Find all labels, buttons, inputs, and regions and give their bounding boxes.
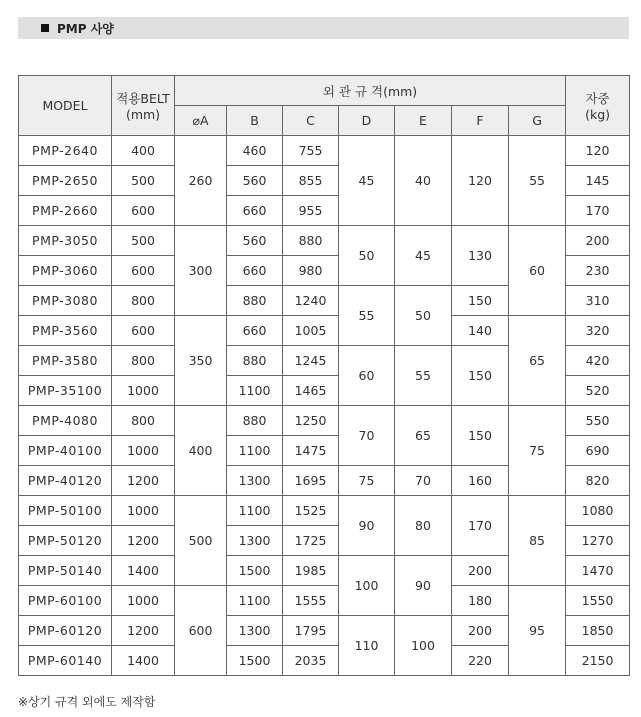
- cell-weight: 170: [566, 196, 630, 226]
- table-row: [19, 586, 630, 616]
- cell-model: PMP-2640: [19, 136, 112, 166]
- cell-c: 755: [283, 136, 339, 166]
- table-row: [19, 316, 630, 346]
- cell-model: PMP-35100: [19, 376, 112, 406]
- cell-belt: 1200: [112, 616, 175, 646]
- cell-b: 660: [227, 256, 283, 286]
- cell-c: 1250: [283, 406, 339, 436]
- cell-model: PMP-60140: [19, 646, 112, 676]
- cell-belt: 600: [112, 316, 175, 346]
- cell-weight: 320: [566, 316, 630, 346]
- cell-e: 65: [395, 406, 452, 466]
- cell-belt: 1200: [112, 466, 175, 496]
- cell-f: 200: [452, 616, 509, 646]
- cell-belt: 1400: [112, 646, 175, 676]
- header-b: B: [227, 106, 283, 136]
- cell-belt: 500: [112, 226, 175, 256]
- cell-b: 460: [227, 136, 283, 166]
- header-weight-label: 자중: [585, 91, 610, 106]
- cell-weight: 2150: [566, 646, 630, 676]
- cell-e: 45: [395, 226, 452, 286]
- cell-model: PMP-40120: [19, 466, 112, 496]
- cell-f: 150: [452, 406, 509, 466]
- cell-c: 1795: [283, 616, 339, 646]
- cell-model: PMP-3560: [19, 316, 112, 346]
- cell-c: 1555: [283, 586, 339, 616]
- cell-d: 45: [339, 136, 395, 226]
- cell-c: 2035: [283, 646, 339, 676]
- cell-e: 55: [395, 346, 452, 406]
- cell-d: 50: [339, 226, 395, 286]
- cell-model: PMP-50140: [19, 556, 112, 586]
- cell-b: 880: [227, 346, 283, 376]
- cell-a: 400: [175, 406, 227, 496]
- header-weight: [566, 76, 630, 136]
- cell-a: 500: [175, 496, 227, 586]
- cell-f: 150: [452, 286, 509, 316]
- cell-a: 260: [175, 136, 227, 226]
- cell-belt: 600: [112, 256, 175, 286]
- cell-d: 70: [339, 406, 395, 466]
- cell-model: PMP-2660: [19, 196, 112, 226]
- cell-weight: 820: [566, 466, 630, 496]
- cell-c: 1695: [283, 466, 339, 496]
- cell-b: 1500: [227, 556, 283, 586]
- cell-belt: 800: [112, 286, 175, 316]
- cell-b: 560: [227, 166, 283, 196]
- cell-c: 1475: [283, 436, 339, 466]
- cell-model: PMP-4080: [19, 406, 112, 436]
- cell-b: 1100: [227, 496, 283, 526]
- cell-model: PMP-60100: [19, 586, 112, 616]
- cell-d: 55: [339, 286, 395, 346]
- cell-e: 100: [395, 616, 452, 676]
- cell-d: 100: [339, 556, 395, 616]
- cell-b: 1100: [227, 436, 283, 466]
- cell-g: 95: [509, 586, 566, 676]
- cell-f: 220: [452, 646, 509, 676]
- cell-g: 85: [509, 496, 566, 586]
- cell-f: 180: [452, 586, 509, 616]
- cell-model: PMP-2650: [19, 166, 112, 196]
- cell-belt: 600: [112, 196, 175, 226]
- cell-b: 880: [227, 286, 283, 316]
- cell-model: PMP-40100: [19, 436, 112, 466]
- cell-c: 1245: [283, 346, 339, 376]
- footer-note: ※상기 규격 외에도 제작함: [18, 695, 156, 709]
- cell-belt: 1000: [112, 496, 175, 526]
- cell-weight: 200: [566, 226, 630, 256]
- cell-belt: 1000: [112, 436, 175, 466]
- cell-belt: 800: [112, 406, 175, 436]
- cell-d: 75: [339, 466, 395, 496]
- cell-d: 110: [339, 616, 395, 676]
- cell-c: 955: [283, 196, 339, 226]
- cell-b: 1300: [227, 466, 283, 496]
- cell-e: 70: [395, 466, 452, 496]
- cell-weight: 550: [566, 406, 630, 436]
- cell-weight: 420: [566, 346, 630, 376]
- cell-weight: 1470: [566, 556, 630, 586]
- cell-f: 140: [452, 316, 509, 346]
- cell-belt: 1400: [112, 556, 175, 586]
- cell-b: 560: [227, 226, 283, 256]
- cell-b: 1100: [227, 586, 283, 616]
- cell-c: 1725: [283, 526, 339, 556]
- cell-f: 130: [452, 226, 509, 286]
- cell-b: 1300: [227, 616, 283, 646]
- cell-d: 90: [339, 496, 395, 556]
- header-g: G: [509, 106, 566, 136]
- cell-belt: 500: [112, 166, 175, 196]
- cell-belt: 800: [112, 346, 175, 376]
- cell-model: PMP-50100: [19, 496, 112, 526]
- cell-weight: 230: [566, 256, 630, 286]
- cell-c: 1525: [283, 496, 339, 526]
- cell-weight: 690: [566, 436, 630, 466]
- cell-e: 90: [395, 556, 452, 616]
- header-dimensions: 외 관 규 격(mm): [175, 76, 566, 106]
- cell-weight: 310: [566, 286, 630, 316]
- cell-e: 80: [395, 496, 452, 556]
- cell-b: 880: [227, 406, 283, 436]
- cell-weight: 520: [566, 376, 630, 406]
- cell-model: PMP-3050: [19, 226, 112, 256]
- cell-a: 600: [175, 586, 227, 676]
- cell-c: 1005: [283, 316, 339, 346]
- cell-b: 660: [227, 196, 283, 226]
- cell-f: 150: [452, 346, 509, 406]
- cell-weight: 120: [566, 136, 630, 166]
- header-a: ⌀A: [175, 106, 227, 136]
- cell-f: 200: [452, 556, 509, 586]
- section-title: PMP 사양: [57, 22, 114, 36]
- cell-g: 60: [509, 226, 566, 316]
- table-row: [19, 226, 630, 256]
- table-row: [19, 406, 630, 436]
- header-model: MODEL: [19, 76, 112, 136]
- cell-d: 60: [339, 346, 395, 406]
- header-f: F: [452, 106, 509, 136]
- cell-weight: 1850: [566, 616, 630, 646]
- cell-c: 1985: [283, 556, 339, 586]
- cell-b: 1100: [227, 376, 283, 406]
- header-belt-label: 적용BELT: [116, 91, 170, 106]
- cell-a: 300: [175, 226, 227, 316]
- cell-model: PMP-50120: [19, 526, 112, 556]
- pmp-spec-table: [18, 75, 630, 676]
- table-row: [19, 496, 630, 526]
- cell-f: 170: [452, 496, 509, 556]
- header-e: E: [395, 106, 452, 136]
- cell-f: 120: [452, 136, 509, 226]
- cell-c: 980: [283, 256, 339, 286]
- header-weight-unit: (kg): [585, 107, 611, 122]
- cell-c: 880: [283, 226, 339, 256]
- cell-belt: 1000: [112, 586, 175, 616]
- cell-f: 160: [452, 466, 509, 496]
- cell-c: 1465: [283, 376, 339, 406]
- cell-b: 660: [227, 316, 283, 346]
- cell-model: PMP-3060: [19, 256, 112, 286]
- cell-model: PMP-3580: [19, 346, 112, 376]
- cell-weight: 145: [566, 166, 630, 196]
- cell-weight: 1550: [566, 586, 630, 616]
- cell-e: 40: [395, 136, 452, 226]
- header-belt-unit: (mm): [125, 107, 161, 122]
- cell-b: 1300: [227, 526, 283, 556]
- cell-model: PMP-3080: [19, 286, 112, 316]
- header-c: C: [283, 106, 339, 136]
- cell-belt: 1200: [112, 526, 175, 556]
- cell-e: 50: [395, 286, 452, 346]
- cell-a: 350: [175, 316, 227, 406]
- cell-g: 55: [509, 136, 566, 226]
- cell-weight: 1270: [566, 526, 630, 556]
- cell-weight: 1080: [566, 496, 630, 526]
- cell-belt: 400: [112, 136, 175, 166]
- cell-g: 65: [509, 316, 566, 406]
- header-belt: [112, 76, 175, 136]
- cell-c: 1240: [283, 286, 339, 316]
- section-title-bar: [18, 17, 629, 39]
- cell-model: PMP-60120: [19, 616, 112, 646]
- cell-c: 855: [283, 166, 339, 196]
- header-d: D: [339, 106, 395, 136]
- cell-belt: 1000: [112, 376, 175, 406]
- cell-g: 75: [509, 406, 566, 496]
- cell-b: 1500: [227, 646, 283, 676]
- bullet-square-icon: [41, 24, 49, 32]
- table-row: [19, 136, 630, 166]
